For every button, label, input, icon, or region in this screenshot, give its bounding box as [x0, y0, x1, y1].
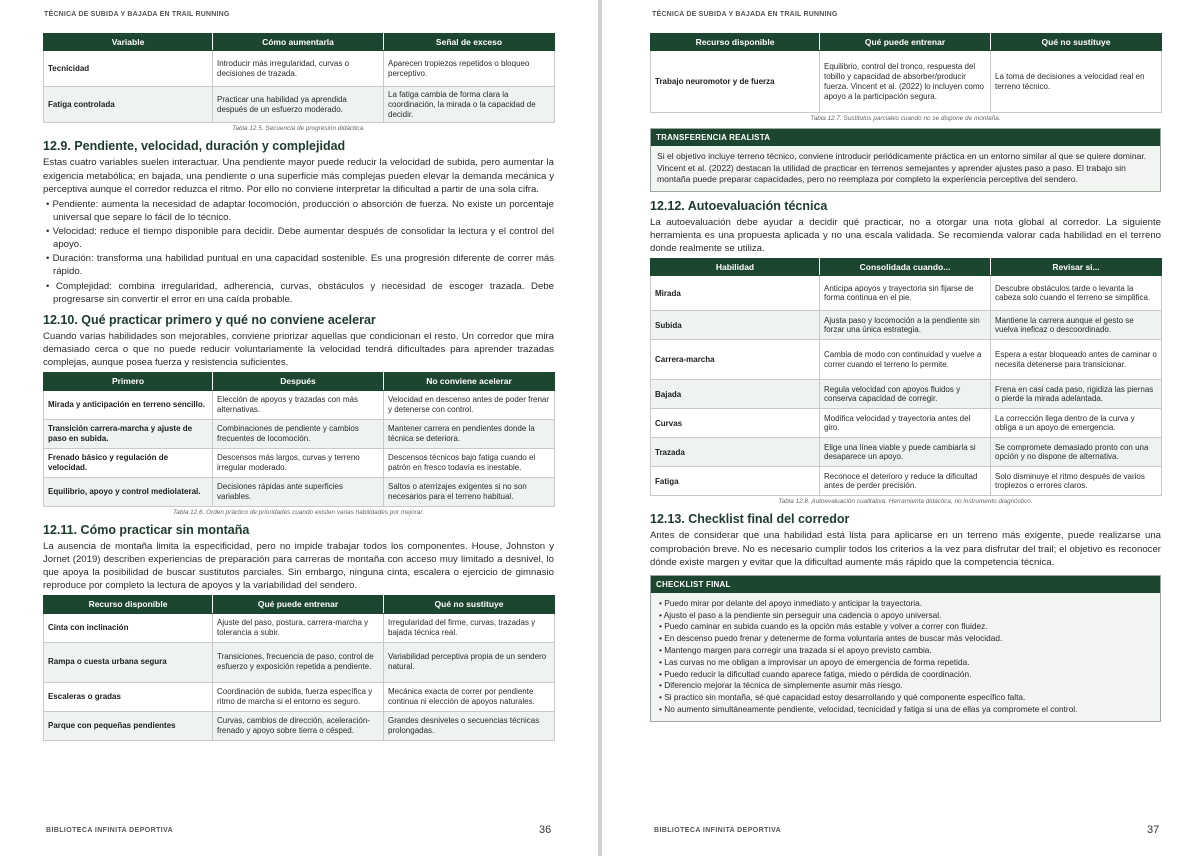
table-12-7-part-2	[650, 33, 1162, 113]
checklist-item: • Puedo reducir la dificultad cuando aparece fatiga, miedo o pérdida de coordinación.	[657, 669, 1154, 681]
checklist-item: • Ajusto el paso a la pendiente sin perseguir una cadencia o apoyo universal.	[657, 610, 1154, 622]
table-cell: Rampa o cuesta urbana segura	[44, 642, 213, 682]
checklist-item: • En descenso puedo frenar y detenerme de forma voluntaria antes de buscar más velocidad.	[657, 633, 1154, 645]
page-number: 37	[1147, 824, 1160, 836]
table-cell: Cinta con inclinación	[44, 613, 213, 642]
table-cell: Frenado básico y regulación de velocidad.	[44, 448, 213, 477]
table-cell: La fatiga cambia de forma clara la coordinación, la mirada o la capacidad de decidir.	[384, 87, 555, 123]
table-caption: Tabla 12.5. Secuencia de progresión didáctica.	[232, 125, 365, 133]
checklist-item: • Diferencio mejorar la técnica de simplemente asumir más riesgo.	[657, 680, 1154, 692]
section-title: 12.13. Checklist final del corredor	[650, 512, 850, 527]
table-header: No conviene acelerar	[384, 373, 555, 390]
table-cell: Ajusta paso y locomoción a la pendiente sin forzar una única estrategia.	[820, 311, 991, 340]
section-title: 12.11. Cómo practicar sin montaña	[43, 522, 250, 537]
table-cell: Elección de apoyos y trazadas con más alternativas.	[213, 390, 384, 419]
table-cell: Carrera-marcha	[651, 340, 820, 380]
table-row	[651, 276, 1162, 311]
checklist-item: • Mantengo margen para corregir una trazada si el apoyo previsto cambia.	[657, 645, 1154, 657]
footer-label: BIBLIOTECA INFINITA DEPORTIVA	[654, 827, 782, 834]
table-cell: Escaleras o gradas	[44, 682, 213, 711]
paragraph: Cuando varias habilidades son mejorables, conviene priorizar aquellas que condicionan el resto. Un corredor que mira demasiado cerca o que no puede reducir voluntariamente la velocidad tendrá dificultades para aprender trazadas complejas, aunque posea fuerza y resistencia suficientes.	[43, 330, 554, 369]
table-cell: Trabajo neuromotor y de fuerza	[651, 51, 820, 113]
checklist-item: • Las curvas no me obligan a improvisar un apoyo de emergencia de forma repetida.	[657, 657, 1154, 669]
table-12-8	[650, 258, 1162, 496]
table-cell: Saltos o aterrizajes exigentes si no son necesarios para el terreno habitual.	[384, 477, 555, 506]
table-caption: Tabla 12.8. Autoevaluación cualitativa. Herramienta didáctica, no instrumento diagnóstico.	[778, 498, 1033, 506]
checklist-item: • No aumento simultáneamente pendiente, velocidad, tecnicidad y fatiga si una de ellas ya compromete el control.	[657, 704, 1154, 716]
table-row	[44, 682, 555, 711]
table-cell: Descensos técnicos bajo fatiga cuando el patrón en fresco todavía es inestable.	[384, 448, 555, 477]
checklist-item: • Puedo caminar en subida cuando es la opción más estable y volver a correr con fluidez.	[657, 621, 1154, 633]
table-cell: Equilibrio, apoyo y control mediolateral.	[44, 477, 213, 506]
list-item: • Complejidad: combina irregularidad, adherencia, curvas, obstáculos y necesidad de escoger trazada. Debe progresarse sin convertir el error en una caída probable.	[43, 280, 554, 306]
table-cell: Descubre obstáculos tarde o levanta la cabeza solo cuando el terreno se simplifica.	[991, 276, 1162, 311]
table-cell: Subida	[651, 311, 820, 340]
table-cell: Bajada	[651, 380, 820, 409]
table-cell: Fatiga controlada	[44, 87, 213, 123]
table-cell: Irregularidad del firme, curvas, trazadas y bajada técnica real.	[384, 613, 555, 642]
bullet-list	[43, 198, 554, 306]
table-cell: Parque con pequeñas pendientes	[44, 711, 213, 740]
table-cell: Regula velocidad con apoyos fluidos y conserva capacidad de corregir.	[820, 380, 991, 409]
table-cell: Curvas, cambios de dirección, aceleración-frenado y apoyo sobre tierra o césped.	[213, 711, 384, 740]
page-left-content	[43, 33, 554, 741]
table-row	[44, 711, 555, 740]
table-row	[44, 448, 555, 477]
table-cell: Frena en casi cada paso, rigidiza las piernas o pierde la mirada adelantada.	[991, 380, 1162, 409]
table-cell: Tecnicidad	[44, 51, 213, 87]
table-cell: Decisiones rápidas ante superficies variables.	[213, 477, 384, 506]
table-header: Cómo aumentarla	[213, 34, 384, 51]
table-header: Qué puede entrenar	[213, 596, 384, 613]
box-title: CHECKLIST FINAL	[651, 576, 1160, 593]
paragraph: La ausencia de montaña limita la especificidad, pero no impide trabajar todos los componentes. House, Johnston y Jornet (2019) describen experiencias de preparación para carreras de montaña con acceso muy limitado a desnivel, lo que apoya la posibilidad de buscar sustitutos parciales. Sin embargo, ninguna cinta, escalera o ejercicio de gimnasio reproduce por completo la lectura de apoyos y la variabilidad del sendero.	[43, 540, 554, 592]
page-right-content	[650, 33, 1161, 722]
table-header: Revisar si...	[991, 259, 1162, 276]
table-cell: Espera a estar bloqueado antes de caminar o necesita detenerse para transicionar.	[991, 340, 1162, 380]
table-cell: Transición carrera-marcha y ajuste de paso en subida.	[44, 419, 213, 448]
table-header: Variable	[44, 34, 213, 51]
table-cell: Mirada	[651, 276, 820, 311]
table-cell: Variabilidad perceptiva propia de un sendero natural.	[384, 642, 555, 682]
table-row	[44, 390, 555, 419]
page-left	[0, 0, 598, 856]
list-item: • Pendiente: aumenta la necesidad de adaptar locomoción, producción o absorción de fuerza. No existe un porcentaje universal que separe lo fácil de lo técnico.	[43, 198, 554, 224]
table-cell: Transiciones, frecuencia de paso, control de esfuerzo y exposición repetida a pendiente.	[213, 642, 384, 682]
paragraph: Estas cuatro variables suelen interactuar. Una pendiente mayor puede reducir la velocidad de subida, pero aumentar la exigencia metabólica; en bajada, una pendiente o una superficie más complejas pueden elevar la demanda mecánica y perceptiva aunque el corredor reduzca el ritmo. Por ello no conviene interpretar la dificultad a partir de una sola cifra.	[43, 157, 554, 195]
table-row	[651, 311, 1162, 340]
list-item: • Duración: transforma una habilidad puntual en una capacidad sostenible. Es una progresión diferente de correr más rápido.	[43, 252, 554, 278]
table-caption: Tabla 12.6. Orden práctico de prioridades cuando existen varias habilidades por mejorar.	[172, 508, 425, 516]
checklist	[657, 598, 1154, 716]
table-header: Después	[213, 373, 384, 390]
section-title: 12.10. Qué practicar primero y qué no conviene acelerar	[43, 312, 376, 327]
table-cell: Reconoce el deterioro y reduce la dificultad antes de perder precisión.	[820, 467, 991, 496]
running-head: TÉCNICA DE SUBIDA Y BAJADA EN TRAIL RUNNING	[44, 11, 230, 18]
running-head: TÉCNICA DE SUBIDA Y BAJADA EN TRAIL RUNNING	[652, 11, 838, 18]
table-cell: Trazada	[651, 438, 820, 467]
table-cell: Solo disminuye el ritmo después de varios tropiezos o errores claros.	[991, 467, 1162, 496]
table-cell: Curvas	[651, 409, 820, 438]
table-cell: Practicar una habilidad ya aprendida después de un esfuerzo moderado.	[213, 87, 384, 123]
table-row	[651, 409, 1162, 438]
table-cell: La toma de decisiones a velocidad real en terreno técnico.	[991, 51, 1162, 113]
section-title: 12.9. Pendiente, velocidad, duración y complejidad	[43, 139, 346, 154]
table-cell: Anticipa apoyos y trayectoria sin fijarse de forma continua en el pie.	[820, 276, 991, 311]
table-header: Consolidada cuando...	[820, 259, 991, 276]
list-item: • Velocidad: reduce el tiempo disponible para decidir. Debe aumentar después de consolidar la lectura y el control del apoyo.	[43, 225, 554, 251]
table-row	[44, 419, 555, 448]
table-cell: Velocidad en descenso antes de poder frenar y detenerse con control.	[384, 390, 555, 419]
table-cell: Cambia de modo con continuidad y vuelve a correr cuando el terreno lo permite.	[820, 340, 991, 380]
paragraph: La autoevaluación debe ayudar a decidir qué practicar, no a otorgar una nota global al corredor. La siguiente herramienta es una propuesta aplicada y no una escala validada. Se recomienda valorar cada habilidad en el terreno donde realmente se utiliza.	[650, 216, 1161, 254]
table-header: Recurso disponible	[651, 34, 820, 51]
section-title: 12.12. Autoevaluación técnica	[650, 198, 828, 213]
table-row	[44, 613, 555, 642]
transfer-box	[650, 128, 1161, 191]
table-row	[44, 51, 555, 87]
table-cell: Equilibrio, control del tronco, respuesta del tobillo y capacidad de absorber/producir fuerza. Vincent et al. (2022) lo incluyen como apoyo a la participación segura.	[820, 51, 991, 113]
table-caption: Tabla 12.7. Sustitutos parciales cuando no se dispone de montaña.	[810, 115, 1001, 123]
footer-label: BIBLIOTECA INFINITA DEPORTIVA	[46, 827, 174, 834]
table-cell: Aparecen tropiezos repetidos o bloqueo perceptivo.	[384, 51, 555, 87]
table-header: Señal de exceso	[384, 34, 555, 51]
table-header: Qué no sustituye	[384, 596, 555, 613]
paragraph: Antes de considerar que una habilidad está lista para aplicarse en un terreno más exigente, puede realizarse una comprobación breve. No es necesario cumplir todos los criterios a la vez para disfrutar del trail; el objetivo es reconocer dónde existe margen y evitar que la dificultad aumente más rápido que la competencia técnica.	[650, 530, 1161, 568]
table-cell: Coordinación de subida, fuerza específica y ritmo de marcha si el entorno es seguro.	[213, 682, 384, 711]
table-header: Recurso disponible	[44, 596, 213, 613]
table-row	[651, 467, 1162, 496]
table-cell: Mantener carrera en pendientes donde la técnica se deteriora.	[384, 419, 555, 448]
table-row	[651, 438, 1162, 467]
table-row	[651, 380, 1162, 409]
table-row	[44, 642, 555, 682]
table-cell: Grandes desniveles o secuencias técnicas prolongadas.	[384, 711, 555, 740]
table-cell: Se compromete demasiado pronto con una opción y no dispone de alternativa.	[991, 438, 1162, 467]
checklist-box	[650, 575, 1161, 722]
table-cell: Mecánica exacta de correr por pendiente continua ni elección de apoyos naturales.	[384, 682, 555, 711]
table-12-6	[43, 372, 555, 506]
table-header: Qué no sustituye	[991, 34, 1162, 51]
table-12-7-part-1	[43, 595, 555, 740]
table-header: Habilidad	[651, 259, 820, 276]
checklist-item: • Puedo mirar por delante del apoyo inmediato y anticipar la trayectoria.	[657, 598, 1154, 610]
table-cell: Descensos más largos, curvas y terreno irregular moderado.	[213, 448, 384, 477]
checklist-item: • Si practico sin montaña, sé qué capacidad estoy desarrollando y qué componente específico falta.	[657, 692, 1154, 704]
table-cell: Introducir más irregularidad, curvas o decisiones de trazada.	[213, 51, 384, 87]
table-cell: La corrección llega dentro de la curva y obliga a un apoyo de emergencia.	[991, 409, 1162, 438]
table-row	[651, 340, 1162, 380]
page-right	[602, 0, 1199, 856]
box-title: TRANSFERENCIA REALISTA	[651, 129, 1160, 146]
table-header: Primero	[44, 373, 213, 390]
table-cell: Mantiene la carrera aunque el gesto se vuelva ineficaz o descoordinado.	[991, 311, 1162, 340]
page-number: 36	[539, 824, 552, 836]
table-12-5	[43, 33, 555, 123]
box-text: Si el objetivo incluye terreno técnico, conviene introducir periódicamente práctica en un entorno similar al que se quiere dominar. Vincent et al. (2022) destacan la utilidad de practicar en terrenos semejantes y aprender ajustes paso a paso. El trabajo sin montaña puede preparar capacidades, pero no reemplaza por completo la experiencia perceptiva del sendero.	[657, 151, 1147, 185]
table-cell: Mirada y anticipación en terreno sencillo.	[44, 390, 213, 419]
table-cell: Elige una línea viable y puede cambiarla si desaparece un apoyo.	[820, 438, 991, 467]
table-cell: Fatiga	[651, 467, 820, 496]
table-header: Qué puede entrenar	[820, 34, 991, 51]
table-cell: Combinaciones de pendiente y cambios frecuentes de locomoción.	[213, 419, 384, 448]
table-row	[44, 477, 555, 506]
table-row	[44, 87, 555, 123]
checklist-body	[651, 593, 1160, 721]
table-row	[651, 51, 1162, 113]
table-cell: Ajuste del paso, postura, carrera-marcha y tolerancia a subir.	[213, 613, 384, 642]
table-cell: Modifica velocidad y trayectoria antes del giro.	[820, 409, 991, 438]
